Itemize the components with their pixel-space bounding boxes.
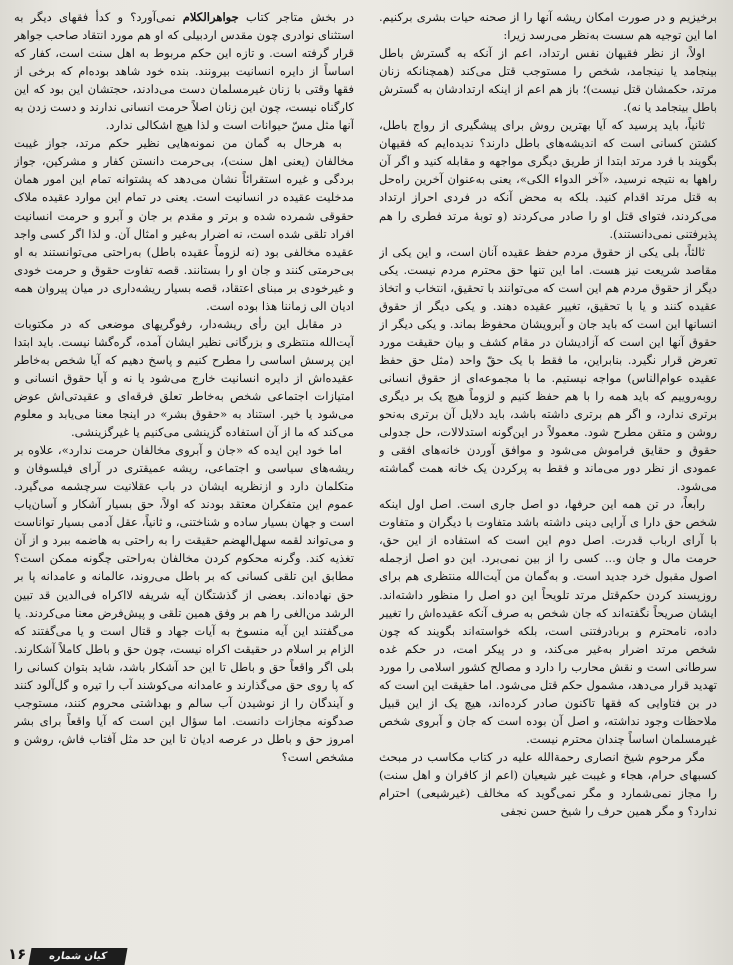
- paragraph: ثانیاً، باید پرسید که آیا بهترین روش برای پیشگیری از رواج باطل، کشتن کسانی است که اندیشه‌های باطل دارند؟ ندیده‌ایم که فقیهان بگویند با فرد مرتد ابتدا از طریق دیگری مواجهه و مقابله کنید و اگر آن راهها به نتیجه نرسید، «آخر الدواء الکی»، یعنی به‌عنوان آخرین راه‌حل به قتل مرتد اقدام کنید. بلکه به محض آنکه در فردی احراز ارتداد می‌کردند، فتوای قتل او را صادر می‌کردند (و توبهٔ مرتد فطری را هم پذیرفتنی نمی‌دانستند).: [379, 118, 717, 241]
- paragraph: ثالثاً، بلی یکی از حقوق مردم حفظ عقیده آنان است، و این یکی از مقاصد شریعت نیز هست. اما این تنها حق محترم مردم نیست. یکی دیگر از حقوق مردم هم این است که می‌توانند با تحقیق، انتخاب و اتخاذ عقیده کنند و یا با تحقیق، تغییر عقیده دهند. و یکی دیگر از حقوق انسانها این است که باید جان و آبرویشان محفوظ بماند. و یکی دیگر از حقوق آنها این است که آزادیشان در مقام کشف و بیان حقیقت مورد تعرض قرار نگیرد. بنابراین، ما فقط با یک حقّ واحد (مثل حق حفظ عقیده عوام‌الناس) مواجه نیستیم. ما با مجموعه‌ای از حقوق انسانی روبه‌روییم که باید همه را با هم حفظ کنیم و لزوماً هیچ یک بر دیگری برتری ندارد، و اگر هم برتری داشته باشد، باید دلایل آن برتری به‌نحو روشن و متقن مطرح شود. معمولاً در این‌گونه استدلالات، حل جدولی حقوق و حقایق فراموش می‌شود و موافق آوردن خانه‌های افقی و عمودی از نظر دور می‌ماند و فقط به پرکردن یک خانه همت گماشته می‌شود.: [379, 244, 717, 494]
- book-title: جواهرالکلام: [182, 10, 239, 24]
- paragraph: در مقابل این رأی ریشه‌دار، رفوگریهای موضعی که در مکتوبات آیت‌الله منتظری و بزرگانی نظیر ایشان آمده، گره‌گشا نیست. باید ابتدا این پرسش اساسی را مطرح کنیم و پاسخ دهیم که آیا شخص به‌خاطر عقیده‌اش از دایره انسانیت خارج می‌شود یا نه و آیا حقوق انسانی و امتیازات اجتماعی شخص به‌خاطر تعلق فرقه‌ای و عقیدتی‌اش عوض می‌شود یا خیر. استناد به «حقوق بشر» در اینجا معنا می‌یابد و معلوم می‌کند که ما از آن استفاده گزینشی می‌کنیم یا غیرگزینشی.: [14, 316, 354, 440]
- text-run: در بخش متاجر کتاب: [238, 10, 354, 24]
- left-column: [14, 8, 354, 928]
- paragraph: به هرحال به گمان من نمونه‌هایی نظیر حکم مرتد، جواز غیبت مخالفان (یعنی اهل سنت)، بی‌حرمت دانستن کفار و مشرکین، جواز بردگی و غیره استقرائاً نشان می‌دهد که پشتوانه تمام این امور همان مدخلیت عقیده در انسانیت است. یعنی در تمام این موارد عقیده ملاک حقوقی شمرده شده و برتر و مقدم بر جان و آبرو و حرمت انسانیت افراد تلقی شده است، نه اضرار به‌غیر و امثال آن. و لذا اگر کسی واجد عقیده مخالفی بود (نه لزوماً عقیده باطل) به‌راحتی می‌توانستند به او بی‌حرمتی کنند و جان او را بستانند. قصه تفاوت حقوق و حرمت خودی و غیرخودی بر مبنای اعتقاد، قصه بسیار ریشه‌داری در میان پیروان همه ادیان الی زماننا هذا بوده است.: [14, 136, 354, 313]
- text-run: نمی‌آورد؟ و کدأ فقهای دیگر به استثنای نوادری چون مقدس اردبیلی که او هم مورد انتقاد صاحب جواهر قرار گرفته است. و تازه این حکم مربوط به اهل سنت است، کفار که اساساً از دایره انسانیت بیرونند. بنده خود شاهد بوده‌ام که برخی از فقها وقتی با زنان غیرمسلمان دست می‌دادند، حجتشان این بود که این کارگناه نیست، چون این زنان اصلاً حرمت انسانی ندارند و دست زدن به آنها مثل مسّ حیوانات است و لذا هیچ اشکالی ندارد.: [14, 10, 354, 133]
- paragraph: مگر مرحوم شیخ انصاری رحمة‌الله علیه در کتاب مکاسب در مبحث کسبهای حرام، هجاء و غیبت غیر شیعیان (اعم از کافران و اهل سنت) را مجاز نمی‌شمارد و مگر نمی‌گوید که مخالف (غیرشیعی) احترام ندارد؟ و مگر همین حرف را شیخ حسن نجفی: [379, 749, 717, 819]
- page-footer: [0, 941, 140, 965]
- magazine-tab: کیان شماره: [29, 948, 128, 965]
- paragraph: اولاً، از نظر فقیهان نفس ارتداد، اعم از آنکه به گسترش باطل بینجامد یا نینجامد، شخص را مستوجب قتل می‌کند (همچنانکه زنان مرتد، حکمشان قتل نیست)؛ باز هم اعم از اینکه ارتدادشان به گسترش باطل بینجامد یا نه).: [379, 46, 717, 115]
- paragraph: اما خود این ایده که «جان و آبروی مخالفان حرمت ندارد»، علاوه بر ریشه‌های سیاسی و اجتماعی، ریشه عمیقتری در آرای فیلسوفان و متکلمان دارد و ازنظریه ایشان در باب عقلانیت سرچشمه می‌گیرد. عموم این متفکران معتقد بودند که اولاً، حق بسیار آشکار و آسان‌یاب است و جهان بسیار ساده و شناختنی، و ثانیاً، عقل آدمی بسیار تواناست و می‌تواند لقمه سهل‌الهضم حقیقت را به راحتی به هاضمه ببرد و از آن تغذیه کند. وگرنه محکوم کردن مخالفان به‌راحتی چگونه ممکن است؟ مطابق این تلقی کسانی که بر باطل می‌روند، عالمانه و عامدانه پا بر حق نهاده‌اند. بعضی از گذشتگان آیه شریفه لااکراه فی‌الدین قد تبین الرشد من‌الغی را هم بر وفق همین تلقی و پیش‌فرض معنا می‌کردند. یا می‌گفتند این آیه منسوخ به آیات جهاد و قتال است و یا می‌گفتند که الزام بر اسلام در حقیقت اکراه نیست، چون حق و باطل کاملاً آشکارند. بلی اگر واقعاً حق و باطل تا این حد آشکار باشد، شاید بتوان کسانی را که پا روی حق می‌گذارند و عامدانه می‌کوشند آب را تیره و گل‌آلود کنند و آیندگان را از نوشیدن آب سالم و بهداشتی محروم کنند، مستوجب صدگونه مجازات دانست. اما سؤال این است که آیا واقعاً برای بشر امروز حق و باطل در عرصه ادیان تا این حد مثل آفتاب فاش، روشن و مشخص است؟: [14, 443, 354, 764]
- paragraph: رابعاً، در تن همه این حرفها، دو اصل جاری است. اصل اول اینکه شخص حق دارا ی آرایی دینی داشته باشد متفاوت با دیگران و متفاوت با آرای ارباب قدرت. اصل دوم این است که استفاده از این حق، حرمت مال و جان و... کسی را از بین نمی‌برد. این دو اصل ازجمله اصول مقبول خرد جدید است. و به‌گمان من آیت‌الله منتظری هم برای روزپسند کردن حکم‌قتل مرتد تلویحاً این دو اصل را منظور داشته‌اند. ایشان صریحاً نگفته‌اند که جان شخص به صرف آنکه عقیده‌اش را تغییر داده، نامحترم و بربادرفتنی است، بلکه خواسته‌اند بگویند که چون شخص مرتد اضرار به‌غیر می‌کند، و در پیکر امت، در حکم غده سرطانی است و نقش محارب را دارد و مصالح کشور اسلامی را مورد تهدید قرار می‌دهد، مشمول حکم قتل می‌شود. اما حقیقت این است که در بن فتاوایی که فقها تاکنون صادر کرده‌اند، هیچ یک از این قبیل ملاحظات وجود نداشته، و اصل آن بوده است که جان و آبروی شخص غیرمسلمان اساساً چندان محترم نیست.: [379, 497, 717, 746]
- right-column: [379, 8, 717, 950]
- paragraph: [14, 8, 354, 134]
- page-number: ۱۶: [8, 945, 27, 963]
- paragraph: برخیزیم و در صورت امکان ریشه آنها را از صحنه حیات بشری برکنیم. اما این توجیه هم سست به‌نظر می‌رسد زیرا:: [379, 10, 717, 43]
